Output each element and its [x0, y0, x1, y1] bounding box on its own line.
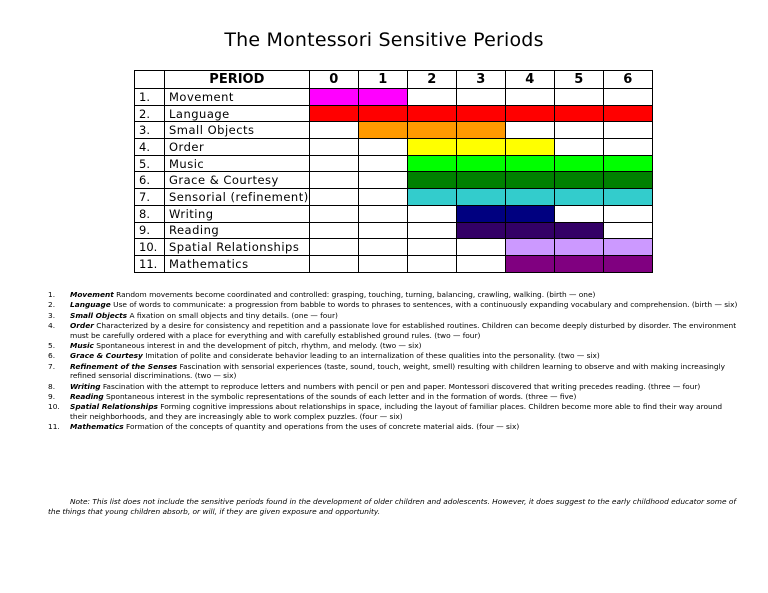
- description-item: [48, 422, 738, 431]
- row-period-name: Language: [165, 105, 310, 122]
- empty-age-cell: [309, 205, 358, 222]
- description-number: 4.: [48, 321, 56, 331]
- description-text: Forming cognitive impressions about relationships in space, including the layout of familiar places. Children become more able to find their way around their neighborhoods, and they are increasingly able to work complex puzzles. (four — six): [70, 402, 723, 421]
- table-row: [135, 139, 653, 156]
- period-bar-cell: [554, 172, 603, 189]
- row-period-name: Grace & Courtesy: [165, 172, 310, 189]
- table-header-row: [135, 71, 653, 89]
- empty-age-cell: [309, 172, 358, 189]
- description-text: Formation of the concepts of quantity and operations from the uses of concrete material aids. (four — six): [123, 422, 520, 432]
- period-bar-cell: [407, 172, 456, 189]
- description-term: Grace & Courtesy: [70, 351, 143, 361]
- description-text: Fascination with sensorial experiences (taste, sound, touch, weight, smell) resulting with children learning to observe and with making increasingly refined sensorial discriminations. (two — six): [70, 361, 725, 381]
- period-bar-cell: [358, 105, 407, 122]
- period-bar-cell: [603, 239, 652, 256]
- description-text: Use of words to communicate: a progression from babble to words to phrases to sentences, with a continuously expanding vocabulary and comprehension. (birth — six): [110, 300, 738, 310]
- description-item: [48, 300, 738, 309]
- period-bar-cell: [505, 255, 554, 272]
- page-title: The Montessori Sensitive Periods: [224, 29, 544, 51]
- description-item: [48, 311, 738, 320]
- empty-age-cell: [603, 205, 652, 222]
- empty-age-cell: [603, 89, 652, 106]
- row-number: 11.: [135, 255, 165, 272]
- row-period-name: Sensorial (refinement): [165, 189, 310, 206]
- description-item: [48, 321, 738, 340]
- empty-age-cell: [309, 239, 358, 256]
- header-period: PERIOD: [165, 71, 310, 89]
- empty-age-cell: [554, 139, 603, 156]
- period-bar-cell: [603, 155, 652, 172]
- empty-age-cell: [358, 222, 407, 239]
- sensitive-periods-table: [134, 70, 653, 273]
- header-age-0: 0: [309, 71, 358, 89]
- row-number: 8.: [135, 205, 165, 222]
- row-number: 5.: [135, 155, 165, 172]
- period-bar-cell: [603, 105, 652, 122]
- period-bar-cell: [358, 89, 407, 106]
- description-term: Small Objects: [70, 310, 128, 320]
- description-item: [48, 382, 738, 391]
- description-term: Refinement of the Senses: [70, 361, 178, 371]
- empty-age-cell: [603, 139, 652, 156]
- period-bar-cell: [456, 222, 505, 239]
- period-bar-cell: [456, 122, 505, 139]
- description-text: Characterized by a desire for consistency and repetition and a passionate love for established routines. Children can become deeply disturbed by disorder. The environment must be carefully ordered with a place for everything and with carefully established ground rules. (two — four): [70, 321, 737, 340]
- table-body: [135, 89, 653, 273]
- empty-age-cell: [554, 89, 603, 106]
- period-bar-cell: [554, 255, 603, 272]
- table-row: [135, 222, 653, 239]
- period-descriptions: [48, 290, 738, 433]
- empty-age-cell: [456, 239, 505, 256]
- row-number: 3.: [135, 122, 165, 139]
- period-bar-cell: [505, 222, 554, 239]
- description-term: Movement: [70, 290, 114, 299]
- header-age-5: 5: [554, 71, 603, 89]
- period-bar-cell: [603, 255, 652, 272]
- empty-age-cell: [309, 139, 358, 156]
- empty-age-cell: [358, 172, 407, 189]
- period-bar-cell: [309, 89, 358, 106]
- row-number: 4.: [135, 139, 165, 156]
- description-number: 11.: [48, 422, 60, 432]
- empty-age-cell: [407, 222, 456, 239]
- description-text: Imitation of polite and considerate behavior leading to an internalization of these qualities into the personality. (two — six): [142, 351, 600, 361]
- empty-age-cell: [309, 122, 358, 139]
- description-term: Mathematics: [70, 422, 124, 432]
- table-row: [135, 205, 653, 222]
- header-age-1: 1: [358, 71, 407, 89]
- header-age-2: 2: [407, 71, 456, 89]
- period-bar-cell: [554, 189, 603, 206]
- row-period-name: Writing: [165, 205, 310, 222]
- period-bar-cell: [603, 172, 652, 189]
- empty-age-cell: [358, 239, 407, 256]
- empty-age-cell: [456, 89, 505, 106]
- header-age-3: 3: [456, 71, 505, 89]
- empty-age-cell: [309, 222, 358, 239]
- empty-age-cell: [358, 189, 407, 206]
- table-row: [135, 155, 653, 172]
- table-row: [135, 239, 653, 256]
- description-item: [48, 290, 738, 299]
- footnote: Note: This list does not include the sensitive periods found in the development of older children and adolescents. However, it does suggest to the early childhood educator some of the things that young children absorb, or will, if they are given exposure and opportunity.: [48, 497, 737, 516]
- empty-age-cell: [505, 122, 554, 139]
- table-row: [135, 189, 653, 206]
- row-period-name: Small Objects: [165, 122, 310, 139]
- row-period-name: Mathematics: [165, 255, 310, 272]
- description-term: Spatial Relationships: [70, 402, 158, 412]
- header-age-6: 6: [603, 71, 652, 89]
- row-period-name: Reading: [165, 222, 310, 239]
- description-term: Music: [70, 341, 94, 351]
- description-item: [48, 351, 738, 360]
- period-bar-cell: [407, 122, 456, 139]
- empty-age-cell: [554, 205, 603, 222]
- description-text: Fascination with the attempt to reproduce letters and numbers with pencil or pen and paper. Montessori discovered that writing precedes reading. (three — four): [100, 381, 701, 391]
- empty-age-cell: [358, 155, 407, 172]
- empty-age-cell: [456, 255, 505, 272]
- row-number: 1.: [135, 89, 165, 106]
- row-number: 7.: [135, 189, 165, 206]
- description-text: Spontaneous interest in and the development of pitch, rhythm, and melody. (two — six): [93, 341, 422, 351]
- description-number: 5.: [48, 341, 56, 351]
- empty-age-cell: [358, 139, 407, 156]
- period-bar-cell: [456, 139, 505, 156]
- empty-age-cell: [407, 255, 456, 272]
- period-bar-cell: [505, 189, 554, 206]
- empty-age-cell: [407, 205, 456, 222]
- period-bar-cell: [505, 155, 554, 172]
- period-bar-cell: [456, 155, 505, 172]
- table-row: [135, 255, 653, 272]
- description-term: Writing: [70, 381, 101, 391]
- description-number: 3.: [48, 310, 56, 320]
- period-bar-cell: [554, 155, 603, 172]
- description-text: A fixation on small objects and tiny details. (one — four): [127, 310, 338, 320]
- row-period-name: Movement: [165, 89, 310, 106]
- description-number: 8.: [48, 381, 56, 391]
- table-row: [135, 122, 653, 139]
- period-bar-cell: [603, 189, 652, 206]
- row-period-name: Spatial Relationships: [165, 239, 310, 256]
- row-period-name: Music: [165, 155, 310, 172]
- period-bar-cell: [456, 205, 505, 222]
- period-bar-cell: [309, 105, 358, 122]
- description-text: Spontaneous interest in the symbolic representations of the sounds of each letter and in the formation of words. (three — five): [103, 392, 577, 402]
- table-row: [135, 172, 653, 189]
- description-term: Language: [70, 300, 111, 310]
- description-text: Random movements become coordinated and controlled: grasping, touching, turning, balancing, crawling, walking. (birth — one): [113, 290, 596, 299]
- description-item: [48, 402, 738, 421]
- period-bar-cell: [505, 205, 554, 222]
- description-number: 1.: [48, 290, 56, 299]
- row-number: 9.: [135, 222, 165, 239]
- period-bar-cell: [554, 105, 603, 122]
- period-bar-cell: [358, 122, 407, 139]
- period-bar-cell: [505, 139, 554, 156]
- period-bar-cell: [456, 189, 505, 206]
- row-number: 10.: [135, 239, 165, 256]
- table-row: [135, 105, 653, 122]
- description-term: Order: [70, 321, 94, 331]
- row-number: 6.: [135, 172, 165, 189]
- table-row: [135, 89, 653, 106]
- description-number: 9.: [48, 392, 56, 402]
- period-bar-cell: [554, 239, 603, 256]
- period-bar-cell: [554, 222, 603, 239]
- description-number: 2.: [48, 300, 56, 310]
- period-bar-cell: [407, 189, 456, 206]
- empty-age-cell: [358, 205, 407, 222]
- empty-age-cell: [309, 255, 358, 272]
- period-bar-cell: [505, 172, 554, 189]
- description-number: 10.: [48, 402, 60, 412]
- description-item: [48, 392, 738, 401]
- empty-age-cell: [407, 89, 456, 106]
- period-bar-cell: [407, 155, 456, 172]
- empty-age-cell: [358, 255, 407, 272]
- header-age-4: 4: [505, 71, 554, 89]
- empty-age-cell: [505, 89, 554, 106]
- description-number: 6.: [48, 351, 56, 361]
- empty-age-cell: [603, 222, 652, 239]
- period-bar-cell: [505, 239, 554, 256]
- empty-age-cell: [554, 122, 603, 139]
- period-bar-cell: [505, 105, 554, 122]
- period-bar-cell: [407, 139, 456, 156]
- description-item: [48, 341, 738, 350]
- description-term: Reading: [70, 392, 104, 402]
- header-blank-cell: [135, 71, 165, 89]
- period-bar-cell: [407, 105, 456, 122]
- empty-age-cell: [407, 239, 456, 256]
- description-number: 7.: [48, 361, 56, 371]
- description-item: [48, 362, 738, 381]
- row-period-name: Order: [165, 139, 310, 156]
- empty-age-cell: [603, 122, 652, 139]
- empty-age-cell: [309, 189, 358, 206]
- row-number: 2.: [135, 105, 165, 122]
- period-bar-cell: [456, 172, 505, 189]
- empty-age-cell: [309, 155, 358, 172]
- period-bar-cell: [456, 105, 505, 122]
